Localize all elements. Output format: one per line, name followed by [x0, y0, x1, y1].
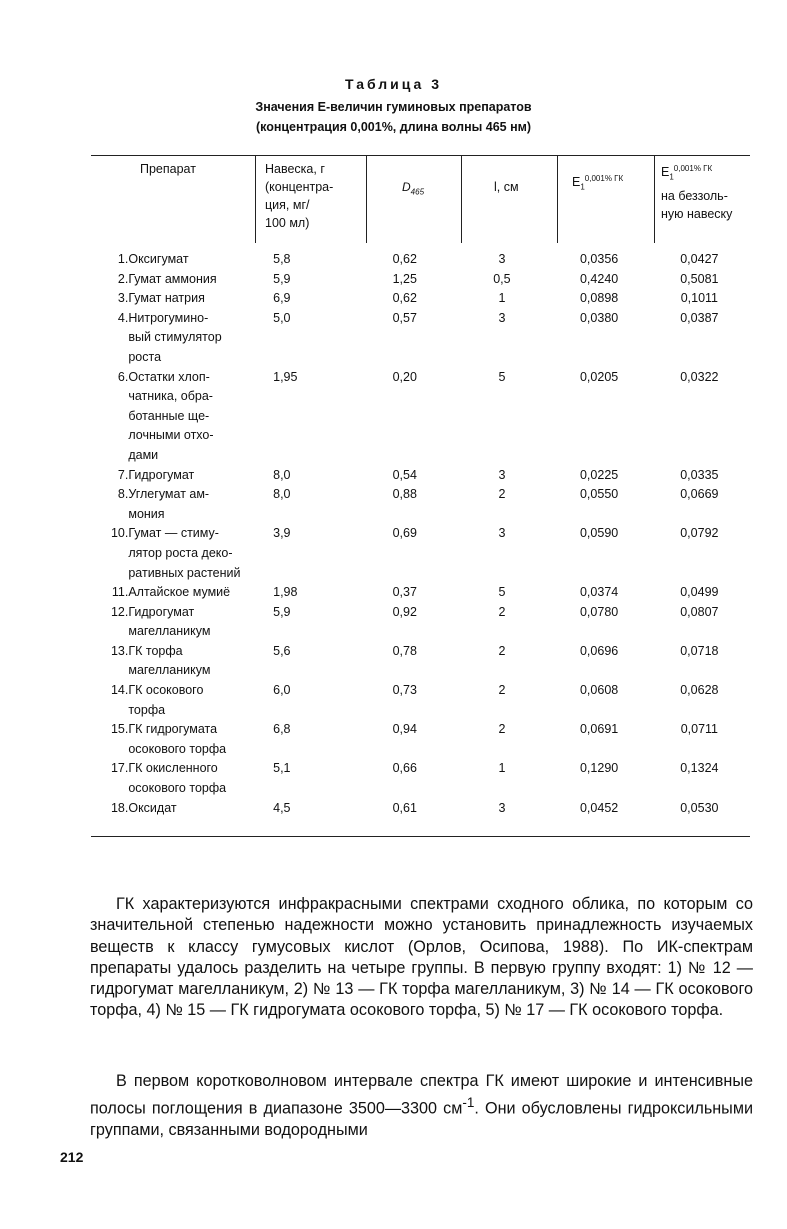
row-number: 10. — [110, 526, 129, 541]
row-sample-mass: 8,0 — [273, 487, 291, 502]
header-e-ash-line-1 — [661, 160, 756, 187]
row-path-length: 5 — [498, 369, 506, 384]
row-e-ash-free: 0,0792 — [680, 526, 719, 541]
header-e-ash-sup: 0,001% ГК — [673, 164, 713, 173]
row-preparation-name — [128, 799, 273, 819]
data-table-body — [100, 250, 750, 818]
row-preparation-name-line: чатника, обра- — [128, 389, 213, 404]
row-preparation-name-line: Оксидат — [128, 800, 177, 815]
header-e-sup: 0,001% ГК — [584, 174, 624, 183]
row-e-value: 0,0374 — [579, 585, 619, 600]
row-number: 11. — [111, 585, 129, 600]
row-preparation-name-line: роста — [128, 349, 162, 364]
row-e-ash-free: 0,0322 — [680, 369, 719, 384]
row-preparation-name — [128, 583, 273, 603]
table-row — [100, 681, 750, 720]
row-preparation-name-line: магелланикум — [128, 663, 211, 678]
table-row — [100, 603, 750, 642]
row-preparation-name — [128, 466, 273, 486]
row-sample-mass: 6,9 — [273, 291, 291, 306]
row-preparation-name-line: ративных растений — [128, 565, 241, 580]
data-table — [100, 250, 750, 818]
row-d465: 0,69 — [392, 526, 417, 541]
row-e-value: 0,0696 — [579, 643, 619, 658]
row-path-length: 2 — [498, 722, 506, 737]
table-row — [100, 720, 750, 759]
table-row — [100, 270, 750, 290]
row-sample-mass: 1,95 — [273, 369, 298, 384]
row-path-length: 3 — [498, 310, 506, 325]
row-path-length: 2 — [498, 487, 506, 502]
row-d465: 0,92 — [392, 604, 417, 619]
table-row — [100, 799, 750, 819]
row-path-length: 2 — [498, 643, 506, 658]
row-e-ash-free: 0,0718 — [680, 643, 719, 658]
row-preparation-name-line: ГК осокового — [128, 683, 204, 698]
body-paragraph-1: ГК характеризуются инфракрасными спектрами сходного облика, по которым со значительной степенью надежности можно установить принадлежность изучаемых веществ к классу гумусовых кислот (Орлов, Осипова, 1988). По ИК-спектрам препараты удалось разделить на четыре группы. В первую группу входят: 1) № 12 — гидрогумат магелланикум, 2) № 13 — ГК торфа магелланикум, 3) № 14 — ГК осокового торфа, 4) № 15 — ГК гидрогумата осокового торфа, 5) № 17 — ГК осокового торфа. — [90, 895, 753, 1020]
row-preparation-name-line: Гидрогумат — [128, 467, 195, 482]
header-e-ash-line-2: на беззоль- — [661, 188, 728, 203]
row-preparation-name-line: Гидрогумат — [128, 604, 195, 619]
table-row — [100, 524, 750, 583]
header-divider — [557, 155, 558, 243]
row-preparation-name-line: магелланикум — [128, 624, 211, 639]
row-preparation-name-line: мония — [128, 506, 165, 521]
table-row — [100, 642, 750, 681]
row-d465: 0,62 — [392, 252, 417, 266]
row-path-length: 3 — [498, 800, 506, 815]
row-sample-mass: 4,5 — [273, 800, 291, 815]
row-path-length: 0,5 — [493, 271, 511, 286]
row-sample-mass: 5,1 — [273, 761, 291, 776]
row-e-ash-free: 0,0669 — [680, 487, 719, 502]
row-e-value: 0,0608 — [579, 683, 619, 698]
table-row — [100, 289, 750, 309]
row-d465: 0,61 — [392, 800, 417, 815]
table-row — [100, 309, 750, 368]
header-sample-line: ция, мг/ — [265, 198, 310, 212]
row-preparation-name-line: лятор роста деко- — [128, 545, 233, 560]
row-e-value: 0,0590 — [579, 526, 619, 541]
row-preparation-name-line: дами — [128, 447, 159, 462]
row-sample-mass: 5,9 — [273, 271, 291, 286]
row-d465: 0,37 — [392, 585, 417, 600]
row-number: 18. — [110, 800, 129, 815]
row-number: 7. — [117, 467, 129, 482]
row-path-length: 3 — [498, 526, 506, 541]
table-caption-title: Таблица 3 — [344, 76, 443, 92]
row-preparation-name-line: торфа — [128, 702, 166, 717]
header-sample-line: 100 мл) — [265, 216, 310, 230]
row-preparation-name — [128, 681, 273, 720]
header-sample-line: (концентра- — [265, 180, 334, 194]
row-preparation-name-line: осокового торфа — [128, 741, 227, 756]
row-preparation-name-line: вый стимулятор — [128, 330, 222, 345]
row-e-value: 0,0205 — [579, 369, 619, 384]
row-d465: 0,94 — [392, 722, 417, 737]
row-preparation-name — [128, 270, 273, 290]
row-e-ash-free: 0,0499 — [680, 585, 719, 600]
table-caption-line-2: (концентрация 0,001%, длина волны 465 нм) — [255, 120, 532, 134]
row-preparation-name-line: ботанные ще- — [128, 408, 210, 423]
row-path-length: 5 — [498, 585, 506, 600]
header-divider — [255, 155, 256, 243]
header-e-sub: 1 — [580, 182, 585, 192]
table-row — [100, 759, 750, 798]
row-e-ash-free: 0,1324 — [680, 761, 719, 776]
row-e-value: 0,0898 — [579, 291, 619, 306]
row-e-ash-free: 0,0711 — [680, 722, 719, 737]
header-e-ash-base: E — [661, 165, 670, 180]
row-e-value: 0,0691 — [579, 722, 619, 737]
row-preparation-name-line: Оксигумат — [128, 252, 189, 266]
paragraph-2-text-b: . Они обусловлены гидроксильными группами, связанными водородными — [90, 1099, 753, 1139]
row-preparation-name-line: лочными отхо- — [128, 428, 214, 443]
row-number: 4. — [117, 310, 129, 325]
row-e-value: 0,0452 — [579, 800, 619, 815]
row-e-ash-free: 0,0628 — [680, 683, 719, 698]
row-e-ash-free: 0,0807 — [680, 604, 719, 619]
row-number: 14. — [110, 683, 129, 698]
header-sample-mass — [265, 160, 357, 232]
row-e-value: 0,0225 — [579, 467, 619, 482]
page-number: 212 — [60, 1149, 84, 1165]
table-bottom-rule — [91, 836, 750, 837]
header-e-value — [572, 170, 623, 197]
header-d465-base: D — [402, 180, 411, 194]
row-preparation-name-line: Гумат — стиму- — [128, 526, 219, 541]
row-preparation-name — [128, 642, 273, 681]
table-row — [100, 583, 750, 603]
row-d465: 0,57 — [392, 310, 417, 325]
row-sample-mass: 6,0 — [273, 683, 291, 698]
row-preparation-name — [128, 524, 273, 583]
row-preparation-name-line: ГК окисленного — [128, 761, 218, 776]
row-preparation-name-line: Алтайское мумиё — [128, 585, 231, 600]
row-sample-mass: 5,9 — [273, 604, 291, 619]
row-e-ash-free: 0,0427 — [680, 252, 719, 266]
body-paragraph-2 — [90, 1071, 753, 1141]
row-preparation-name-line: Нитрогумино- — [128, 310, 209, 325]
row-d465: 0,66 — [392, 761, 417, 776]
row-path-length: 2 — [498, 683, 506, 698]
table-caption-line-1: Значения Е-величин гуминовых препаратов — [255, 100, 532, 114]
header-d465-sub: 465 — [410, 187, 425, 197]
row-path-length: 1 — [498, 291, 506, 306]
row-d465: 0,54 — [392, 467, 417, 482]
row-e-value: 0,0356 — [579, 252, 619, 266]
row-sample-mass: 1,98 — [273, 585, 298, 600]
row-d465: 1,25 — [392, 271, 417, 286]
row-e-ash-free: 0,5081 — [680, 271, 719, 286]
paragraph-2-superscript: -1 — [462, 1095, 475, 1111]
row-preparation-name — [128, 309, 273, 368]
row-number: 3. — [117, 291, 129, 306]
row-number: 6. — [117, 369, 129, 384]
row-preparation-name — [128, 720, 273, 759]
header-sample-line: Навеска, г — [265, 162, 325, 176]
row-preparation-name-line: Гумат натрия — [128, 291, 205, 306]
row-number: 1. — [117, 252, 129, 266]
row-preparation-name — [128, 603, 273, 642]
header-divider — [461, 155, 462, 243]
row-d465: 0,62 — [392, 291, 417, 306]
row-sample-mass: 5,8 — [273, 252, 291, 266]
row-number: 13. — [110, 643, 129, 658]
row-d465: 0,20 — [392, 369, 417, 384]
row-number: 12. — [110, 604, 129, 619]
row-preparation-name — [128, 250, 273, 270]
row-sample-mass: 5,6 — [273, 643, 291, 658]
row-number: 2. — [117, 271, 129, 286]
row-e-value: 0,0550 — [579, 487, 619, 502]
header-divider — [654, 155, 655, 243]
row-path-length: 3 — [498, 467, 506, 482]
row-d465: 0,73 — [392, 683, 417, 698]
row-preparation-name-line: Остатки хлоп- — [128, 369, 210, 384]
table-row — [100, 250, 750, 270]
row-sample-mass: 6,8 — [273, 722, 291, 737]
row-e-ash-free: 0,0387 — [680, 310, 719, 325]
row-e-value: 0,1290 — [579, 761, 619, 776]
header-path-length: l, см — [494, 180, 519, 194]
table-row — [100, 485, 750, 524]
header-e-ash-line-3: ную навеску — [661, 206, 733, 221]
row-d465: 0,78 — [392, 643, 417, 658]
row-preparation-name — [128, 368, 273, 466]
row-e-ash-free: 0,0530 — [680, 800, 719, 815]
row-path-length: 2 — [498, 604, 506, 619]
row-e-value: 0,4240 — [579, 271, 619, 286]
table-top-rule — [91, 155, 750, 156]
row-preparation-name — [128, 759, 273, 798]
paragraph-2-text-a: В первом коротковолновом интервале спектра ГК имеют широкие и интенсивные полосы поглощения в диапазоне 3500—3300 см — [90, 1072, 753, 1118]
row-preparation-name-line: Гумат аммония — [128, 271, 217, 286]
row-preparation-name — [128, 289, 273, 309]
row-e-value: 0,0780 — [579, 604, 619, 619]
row-preparation-name-line: Углегумат ам- — [128, 487, 210, 502]
header-d465 — [402, 178, 424, 201]
row-sample-mass: 8,0 — [273, 467, 291, 482]
row-number: 17. — [110, 761, 129, 776]
row-e-ash-free: 0,0335 — [680, 467, 719, 482]
row-number: 8. — [117, 487, 129, 502]
row-d465: 0,88 — [392, 487, 417, 502]
header-e-ash-sub: 1 — [669, 172, 674, 182]
header-e-base: E — [572, 175, 581, 190]
header-divider — [366, 155, 367, 243]
row-path-length: 1 — [498, 761, 506, 776]
row-path-length: 3 — [498, 252, 506, 266]
row-preparation-name-line: осокового торфа — [128, 781, 227, 796]
row-sample-mass: 5,0 — [273, 310, 291, 325]
header-e-ash-free — [661, 160, 756, 223]
row-sample-mass: 3,9 — [273, 526, 291, 541]
row-number: 15. — [110, 722, 129, 737]
row-preparation-name-line: ГК торфа — [128, 643, 183, 658]
table-row — [100, 466, 750, 486]
header-preparation: Препарат — [140, 162, 196, 176]
row-e-value: 0,0380 — [579, 310, 619, 325]
row-preparation-name — [128, 485, 273, 524]
row-e-ash-free: 0,1011 — [680, 291, 719, 306]
table-row — [100, 368, 750, 466]
row-preparation-name-line: ГК гидрогумата — [128, 722, 218, 737]
